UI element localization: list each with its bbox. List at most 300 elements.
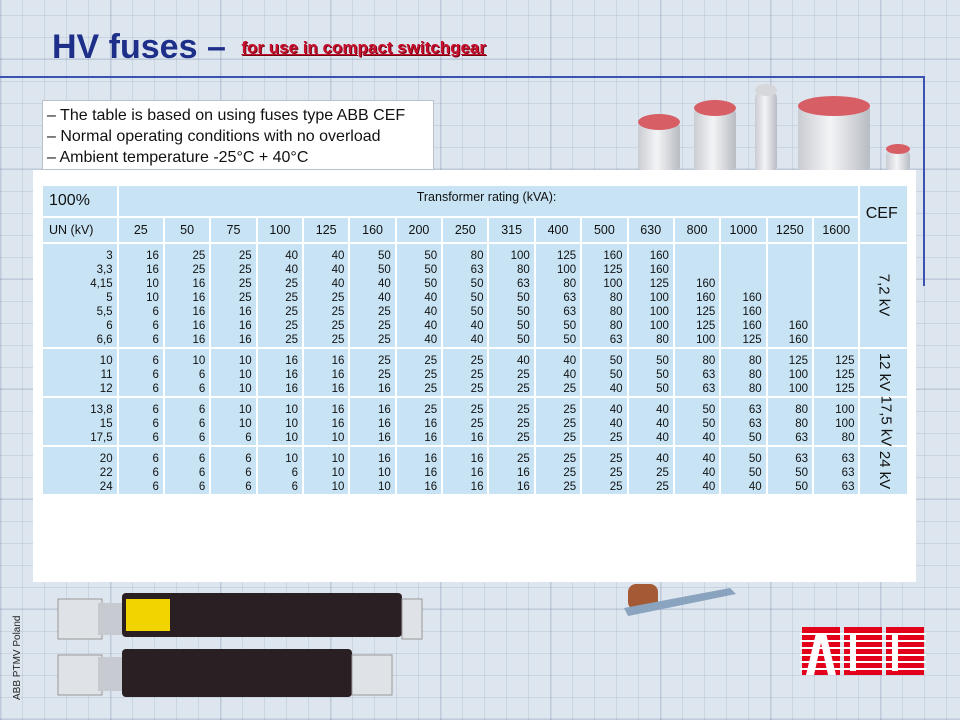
fuse-rating-value: 40	[424, 292, 438, 304]
fuse-rating-value: 6	[152, 481, 159, 493]
fuse-rating-cell	[210, 397, 256, 446]
transformer-rating-header: Transformer rating (kVA):	[118, 185, 860, 217]
fuse-rating-cell	[164, 243, 210, 348]
fuse-rating-value: 80	[609, 306, 623, 318]
fuse-rating-value: 25	[609, 481, 623, 493]
fuse-rating-value: 50	[377, 264, 391, 276]
fuse-rating-value: 63	[795, 453, 808, 465]
fuse-rating-cell	[674, 446, 720, 495]
fuse-rating-value: 25	[331, 292, 345, 304]
fuse-rating-value: 16	[331, 418, 345, 430]
fuse-rating-value: 40	[331, 264, 345, 276]
note-fuse-type: – The table is based on using fuses type ABB CEF	[47, 107, 406, 124]
fuse-rating-cell	[164, 397, 210, 446]
fuse-rating-value: 25	[377, 320, 391, 332]
un-values	[42, 348, 118, 397]
fuse-rating-cell	[767, 348, 813, 397]
fuse-rating-value	[814, 305, 854, 319]
fuse-rating-value: 25	[424, 369, 438, 381]
un-value: 5,5	[96, 306, 113, 318]
fuse-rating-value: 40	[285, 264, 299, 276]
fuse-rating-value: 50	[795, 481, 808, 493]
fuse-rating-value: 63	[563, 292, 577, 304]
fuse-rating-value: 63	[748, 404, 762, 416]
fuse-rating-value: 50	[656, 369, 669, 381]
rating-630-kva: 630	[628, 217, 674, 243]
fuse-rating-cell	[488, 243, 534, 348]
fuse-rating-value: 63	[795, 432, 808, 444]
fuse-rating-cell	[396, 397, 442, 446]
fuse-rating-value: 40	[424, 334, 438, 346]
fuse-rating-value: 16	[377, 404, 391, 416]
fuse-rating-value: 63	[841, 481, 855, 493]
fuse-rating-value: 40	[424, 306, 438, 318]
fuse-rating-value: 25	[192, 264, 206, 276]
fuse-rating-value: 100	[510, 250, 530, 262]
abb-logo	[800, 627, 926, 680]
fuse-rating-value: 10	[192, 355, 206, 367]
fuse-rating-value: 40	[748, 481, 762, 493]
fuse-rating-value: 16	[285, 355, 299, 367]
fuse-rating-value: 160	[696, 292, 716, 304]
fuse-rating-value: 25	[470, 404, 484, 416]
fuse-rating-value	[768, 305, 808, 319]
fuse-rating-cell	[257, 348, 303, 397]
fuse-rating-value: 125	[835, 369, 855, 381]
table-row	[42, 446, 908, 495]
table-row	[42, 243, 908, 348]
fuse-rating-cell	[535, 243, 581, 348]
fuse-rating-value: 6	[245, 432, 252, 444]
voltage-class-text: 12 kV	[875, 352, 893, 392]
fuse-rating-value	[768, 277, 808, 291]
fuse-rating-cell	[628, 446, 674, 495]
voltage-class-label	[859, 243, 908, 348]
fuse-rating-value: 6	[152, 383, 159, 395]
fuse-rating-value: 16	[424, 481, 438, 493]
fuse-rating-value: 63	[702, 369, 716, 381]
fuse-rating-value: 10	[238, 418, 252, 430]
voltage-class-text: 24 kV	[875, 450, 893, 490]
fuse-rating-value: 10	[331, 453, 345, 465]
fuse-rating-value: 80	[748, 383, 762, 395]
fuse-rating-value: 16	[424, 467, 438, 479]
fuse-rating-cell	[303, 397, 349, 446]
fuse-rating-value: 25	[424, 383, 438, 395]
rating-800-kva: 800	[674, 217, 720, 243]
fuse-rating-value: 40	[702, 467, 716, 479]
fuse-rating-value: 80	[841, 432, 855, 444]
rating-200-kva: 200	[396, 217, 442, 243]
fuse-rating-value: 40	[702, 432, 716, 444]
fuse-rating-cell	[118, 397, 164, 446]
fuse-rating-value	[814, 333, 854, 347]
fuse-rating-value: 50	[563, 320, 577, 332]
fuse-rating-value: 25	[377, 334, 391, 346]
fuse-rating-value: 40	[563, 369, 577, 381]
fuse-rating-value: 25	[238, 292, 252, 304]
fuse-rating-cell	[118, 446, 164, 495]
fuse-rating-value: 25	[331, 306, 345, 318]
fuse-rating-cell	[488, 348, 534, 397]
fuse-rating-value: 16	[470, 453, 484, 465]
fuse-rating-value: 6	[245, 481, 252, 493]
fuse-rating-value: 80	[702, 355, 716, 367]
fuse-rating-value: 63	[563, 306, 577, 318]
fuse-rating-value: 160	[696, 278, 716, 290]
corner-percentage: 100%	[42, 185, 118, 217]
rating-500-kva: 500	[581, 217, 627, 243]
un-value: 24	[99, 481, 113, 493]
fuse-rating-value: 25	[517, 404, 530, 416]
rating-250-kva: 250	[442, 217, 488, 243]
fuse-rating-cell	[303, 446, 349, 495]
fuse-rating-value: 6	[198, 369, 206, 381]
fuse-rating-cell	[674, 348, 720, 397]
un-value: 11	[100, 369, 113, 381]
fuse-rating-value: 25	[285, 278, 299, 290]
fuse-rating-value: 40	[377, 292, 391, 304]
fuse-rating-value: 6	[198, 453, 206, 465]
fuse-rating-value: 25	[609, 453, 623, 465]
un-value: 20	[99, 453, 113, 465]
fuse-rating-value: 25	[517, 453, 530, 465]
fuse-selection-table-panel	[33, 170, 916, 582]
fuse-rating-value: 80	[795, 418, 808, 430]
fuse-rating-value: 125	[788, 355, 808, 367]
rating-125-kva: 125	[303, 217, 349, 243]
fuse-rating-value	[814, 277, 854, 291]
fuse-rating-value: 6	[291, 467, 299, 479]
fuse-rating-value: 10	[238, 404, 252, 416]
fuse-rating-value: 50	[517, 320, 530, 332]
fuse-rating-value: 80	[609, 320, 623, 332]
fuse-rating-value: 16	[192, 334, 206, 346]
un-value: 3	[106, 250, 113, 262]
fuse-rating-value: 160	[649, 250, 669, 262]
fuse-rating-value: 6	[198, 418, 206, 430]
fuse-rating-value: 6	[198, 481, 206, 493]
rating-1000-kva: 1000	[720, 217, 766, 243]
fuse-rating-value: 50	[377, 250, 391, 262]
fuse-rating-value: 6	[245, 453, 252, 465]
fuse-rating-value: 25	[656, 481, 669, 493]
fuse-rating-cell	[442, 348, 488, 397]
fuse-rating-value: 16	[424, 453, 438, 465]
fuse-rating-value: 63	[609, 334, 623, 346]
footer-text: ABB PTMV Poland	[12, 615, 23, 700]
rating-160-kva: 160	[349, 217, 395, 243]
rating-75-kva: 75	[210, 217, 256, 243]
fuse-rating-cell	[349, 243, 395, 348]
fuse-rating-value: 63	[517, 278, 530, 290]
un-value: 3,3	[96, 264, 113, 276]
fuse-rating-value: 16	[238, 334, 252, 346]
fuse-rating-cell	[581, 397, 627, 446]
fuse-rating-value: 16	[470, 467, 484, 479]
fuse-rating-value: 40	[609, 383, 623, 395]
fuse-rating-value: 100	[649, 306, 669, 318]
un-values	[42, 397, 118, 446]
fuse-rating-value: 25	[609, 432, 623, 444]
fuse-rating-value: 25	[238, 250, 252, 262]
fuse-rating-value: 16	[470, 432, 484, 444]
fuse-rating-value: 50	[517, 292, 530, 304]
fuse-rating-value: 40	[656, 432, 669, 444]
fuse-rating-cell	[257, 243, 303, 348]
fuse-rating-value: 10	[238, 383, 252, 395]
fuse-rating-value: 50	[424, 278, 438, 290]
fuse-rating-value: 16	[146, 250, 159, 262]
fuse-rating-value: 10	[285, 432, 299, 444]
fuse-rating-value: 6	[152, 467, 159, 479]
fuse-rating-value: 50	[656, 383, 669, 395]
fuse-rating-value: 25	[331, 320, 345, 332]
fuse-rating-value	[675, 263, 715, 277]
fuse-rating-value: 40	[331, 278, 345, 290]
title-subtitle: for use in compact switchgear	[241, 38, 486, 57]
fuse-rating-cell	[767, 446, 813, 495]
fuse-rating-value: 63	[841, 467, 855, 479]
fuse-rating-value: 10	[331, 467, 345, 479]
fuse-rating-value: 25	[470, 418, 484, 430]
fuse-rating-value: 16	[285, 383, 299, 395]
fuse-rating-value: 16	[377, 453, 391, 465]
fuse-rating-cell	[720, 348, 766, 397]
fuse-rating-cell	[396, 446, 442, 495]
fuse-rating-value: 25	[424, 355, 438, 367]
un-value: 10	[99, 355, 113, 367]
fuse-rating-value: 25	[238, 264, 252, 276]
fuse-rating-value: 16	[331, 383, 345, 395]
fuse-rating-value: 80	[795, 404, 808, 416]
fuse-rating-value	[768, 263, 808, 277]
fuse-rating-value: 6	[198, 383, 206, 395]
fuse-rating-cell	[118, 243, 164, 348]
fuse-rating-value: 10	[331, 432, 345, 444]
note-operating-conditions: – Normal operating conditions with no overload	[47, 128, 381, 145]
fuse-rating-value: 10	[146, 292, 159, 304]
page-title	[52, 28, 486, 67]
rating-1600-kva: 1600	[813, 217, 859, 243]
fuse-rating-cell	[813, 397, 859, 446]
fuse-rating-value: 16	[331, 355, 345, 367]
un-value: 17,5	[90, 432, 113, 444]
fuse-rating-value: 125	[557, 250, 577, 262]
voltage-class-text: 7,2 kV	[875, 273, 893, 317]
fuse-rating-value: 25	[285, 306, 299, 318]
fuse-rating-value: 25	[470, 383, 484, 395]
fuse-rating-value: 50	[517, 306, 530, 318]
fuse-rating-value: 100	[603, 278, 623, 290]
fuse-rating-value	[675, 249, 715, 263]
fuse-rating-value: 16	[238, 306, 252, 318]
fuse-rating-value: 100	[557, 264, 577, 276]
fuse-rating-value	[768, 249, 808, 263]
fuse-rating-value: 160	[742, 292, 762, 304]
fuse-rating-value: 25	[285, 292, 299, 304]
un-value: 22	[99, 467, 113, 479]
fuse-rating-cell	[164, 348, 210, 397]
fuse-rating-value: 100	[696, 334, 716, 346]
fuse-rating-value: 100	[649, 320, 669, 332]
fuse-rating-value: 16	[377, 418, 391, 430]
fuse-rating-value: 50	[748, 467, 762, 479]
fuse-rating-value: 100	[835, 418, 855, 430]
fuse-rating-cell	[674, 397, 720, 446]
fuse-rating-value: 125	[835, 355, 855, 367]
fuse-rating-value: 25	[285, 320, 299, 332]
rating-1250-kva: 1250	[767, 217, 813, 243]
fuse-rating-value: 50	[702, 418, 716, 430]
fuse-rating-cell	[396, 348, 442, 397]
fuse-rating-value: 6	[152, 453, 159, 465]
fuse-rating-value	[814, 249, 854, 263]
fuse-rating-value: 6	[152, 320, 159, 332]
rating-header-row	[42, 217, 908, 243]
fuse-rating-value: 10	[146, 278, 159, 290]
table-row	[42, 348, 908, 397]
fuse-rating-cell	[210, 243, 256, 348]
fuse-rating-value: 25	[563, 467, 577, 479]
right-divider	[923, 76, 925, 286]
fuse-rating-cell	[767, 243, 813, 348]
fuse-rating-value: 6	[245, 467, 252, 479]
fuse-rating-value: 50	[609, 355, 623, 367]
fuse-rating-value: 100	[788, 383, 808, 395]
voltage-class-text: 17,5 kV	[877, 395, 895, 447]
fuse-rating-value: 16	[377, 383, 391, 395]
fuse-rating-value: 125	[696, 320, 716, 332]
fuse-rating-value: 25	[563, 383, 577, 395]
fuse-rating-value: 25	[563, 453, 577, 465]
fuse-rating-value: 40	[702, 481, 716, 493]
fuse-rating-value: 10	[238, 369, 252, 381]
fuse-rating-value: 40	[609, 404, 623, 416]
fuse-rating-value: 25	[377, 306, 391, 318]
fuse-rating-cell	[396, 243, 442, 348]
fuse-rating-value	[768, 291, 808, 305]
fuse-rating-value: 16	[517, 467, 530, 479]
fuse-rating-value: 40	[609, 418, 623, 430]
fuse-rating-value: 40	[470, 334, 484, 346]
fuse-rating-cell	[210, 446, 256, 495]
fuse-rating-value: 6	[152, 418, 159, 430]
un-value: 4,15	[90, 278, 113, 290]
fuse-rating-value: 25	[563, 481, 577, 493]
fuse-type-label: CEF	[859, 185, 908, 243]
fuse-rating-value: 16	[377, 432, 391, 444]
fuse-rating-value: 10	[377, 481, 391, 493]
fuse-rating-cell	[813, 348, 859, 397]
un-value: 15	[99, 418, 113, 430]
rating-50-kva: 50	[164, 217, 210, 243]
fuse-rating-value	[721, 263, 761, 277]
fuse-rating-value: 40	[656, 404, 669, 416]
fuse-rating-value: 40	[656, 453, 669, 465]
fuse-rating-value: 16	[285, 369, 299, 381]
fuse-rating-cell	[442, 397, 488, 446]
fuse-rating-value: 6	[152, 306, 159, 318]
fuse-rating-value: 40	[424, 320, 438, 332]
fuse-rating-value: 40	[563, 355, 577, 367]
fuse-rating-value: 40	[702, 453, 716, 465]
fuse-rating-value: 100	[788, 369, 808, 381]
fuse-rating-value: 80	[470, 250, 484, 262]
fuse-rating-value: 25	[517, 369, 530, 381]
fuse-rating-value: 25	[563, 432, 577, 444]
fuse-rating-value: 6	[198, 404, 206, 416]
table-row	[42, 397, 908, 446]
voltage-class-label	[859, 348, 908, 397]
fuse-rating-value: 50	[470, 306, 484, 318]
fuse-rating-value: 25	[609, 467, 623, 479]
fuse-rating-value: 50	[748, 453, 762, 465]
fuse-rating-cell	[442, 446, 488, 495]
rating-25-kva: 25	[118, 217, 164, 243]
fuse-rating-value: 160	[603, 250, 623, 262]
fuse-rating-value: 50	[424, 250, 438, 262]
fuse-rating-cell	[628, 348, 674, 397]
fuse-rating-value	[721, 277, 761, 291]
voltage-class-label	[859, 397, 908, 446]
fuse-rating-value: 25	[331, 334, 345, 346]
fuse-rating-value: 16	[146, 264, 159, 276]
fuse-rating-value: 160	[649, 264, 669, 276]
fuse-rating-value: 50	[470, 278, 484, 290]
fuse-rating-value: 25	[377, 355, 391, 367]
rating-100-kva: 100	[257, 217, 303, 243]
fuse-rating-value: 16	[470, 481, 484, 493]
fuse-rating-value: 25	[238, 278, 252, 290]
fuse-rating-value: 25	[285, 334, 299, 346]
fuse-rating-value: 25	[517, 432, 530, 444]
fuse-rating-cell	[488, 446, 534, 495]
fuse-rating-cell	[720, 397, 766, 446]
fuse-rating-cell	[720, 243, 766, 348]
title-main: HV fuses –	[52, 28, 236, 66]
fuse-rating-value: 125	[742, 334, 762, 346]
fuse-rating-value: 50	[656, 355, 669, 367]
fuse-rating-value: 16	[331, 369, 345, 381]
fuse-rating-value: 25	[517, 383, 530, 395]
fuse-rating-value: 16	[517, 481, 530, 493]
fuse-rating-value: 40	[517, 355, 530, 367]
fuse-selection-table	[41, 184, 909, 496]
fuse-rating-cell	[349, 397, 395, 446]
fuse-rating-value: 6	[291, 481, 299, 493]
fuse-rating-value: 10	[331, 481, 345, 493]
fuse-rating-cell	[257, 397, 303, 446]
fuse-rating-value: 16	[192, 292, 206, 304]
fuse-rating-cell	[628, 243, 674, 348]
fuse-rating-value: 40	[377, 278, 391, 290]
fuse-rating-value: 25	[470, 369, 484, 381]
fuse-rating-value: 80	[517, 264, 530, 276]
fuse-rating-value: 50	[795, 467, 808, 479]
fuse-rating-value: 25	[470, 355, 484, 367]
fuse-rating-value: 40	[331, 250, 345, 262]
fuse-rating-value: 25	[563, 404, 577, 416]
fuse-rating-cell	[674, 243, 720, 348]
fuse-rating-cell	[535, 446, 581, 495]
fuse-rating-value: 25	[192, 250, 206, 262]
notes-box	[42, 100, 434, 170]
fuse-rating-value: 50	[563, 334, 577, 346]
fuse-rating-value: 16	[192, 320, 206, 332]
fuse-rating-value: 63	[748, 418, 762, 430]
fuse-rating-value: 16	[331, 404, 345, 416]
